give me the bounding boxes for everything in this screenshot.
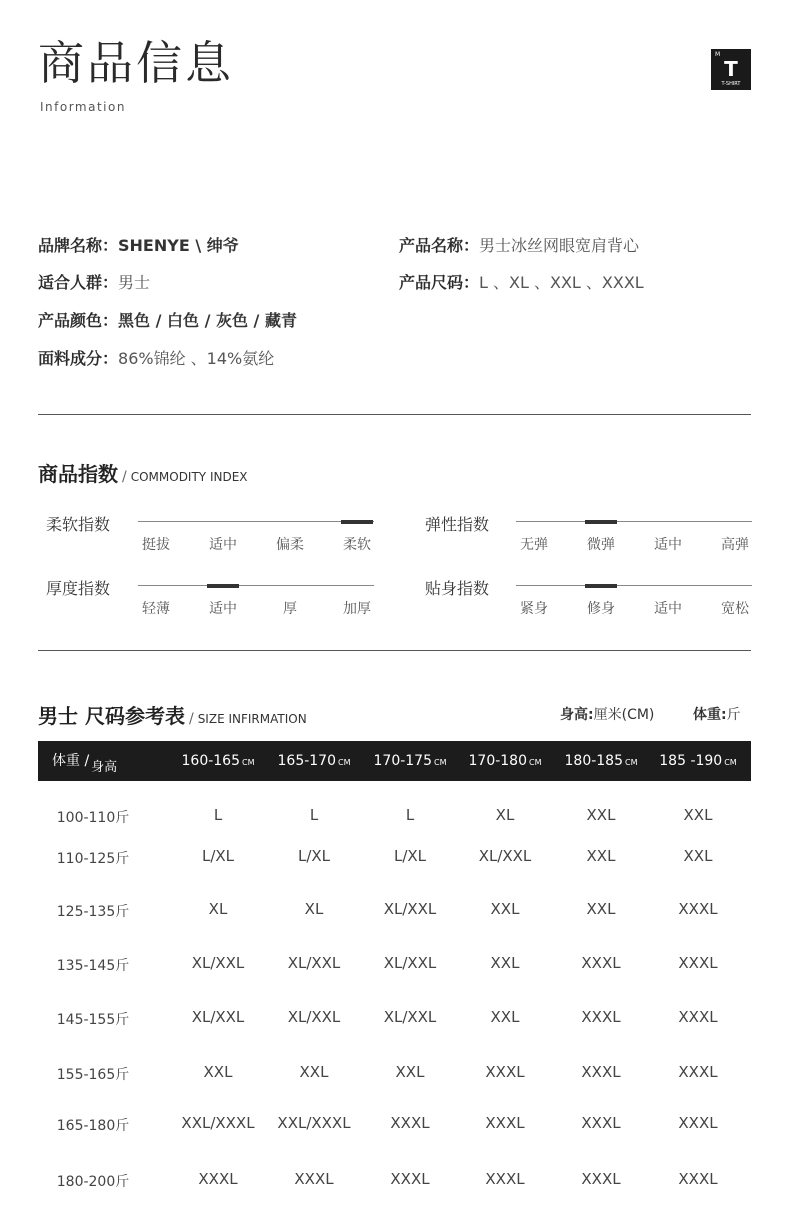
weight-unit-label: 体重: — [693, 707, 727, 723]
column-header-unit: CM — [529, 758, 542, 767]
brand-info — [38, 233, 239, 256]
size-cell: XXL — [490, 954, 520, 972]
size-info — [399, 270, 644, 293]
row-weight-label: 135-145斤 — [56, 958, 130, 974]
size-cell: L — [309, 806, 319, 824]
logo-main-letter: T — [724, 57, 738, 81]
column-header — [457, 741, 553, 781]
index-name: 柔软指数 — [46, 515, 111, 534]
index-option: 加厚 — [343, 601, 371, 617]
size-table-title-text: 男士 尺码参考表 — [38, 704, 185, 728]
weight-unit: 斤 — [726, 707, 741, 723]
height-unit: 厘米(CM) — [593, 707, 655, 723]
height-unit-label: 身高: — [560, 707, 594, 723]
size-table-header — [38, 741, 751, 781]
index-option: 适中 — [654, 537, 682, 553]
logo-top-letter: M — [715, 51, 721, 58]
weight-unit-note — [693, 704, 741, 724]
size-cell: L — [405, 806, 415, 824]
index-marker — [585, 584, 617, 588]
index-option: 宽松 — [721, 601, 749, 617]
size-label: 产品尺码： — [399, 273, 480, 292]
column-header-range: 160-165 — [181, 753, 240, 769]
column-header-unit: CM — [434, 758, 447, 767]
column-header — [553, 741, 649, 781]
column-header-unit: CM — [724, 758, 737, 767]
size-cell: XXXL — [390, 1114, 430, 1132]
size-cell: XXL — [683, 806, 713, 824]
column-header — [266, 741, 362, 781]
column-header-range: 180-185 — [564, 753, 623, 769]
size-value: L 、XL 、XXL 、XXXL — [479, 273, 644, 292]
column-header — [650, 741, 746, 781]
size-cell: XXXL — [581, 954, 621, 972]
row-weight-label: 165-180斤 — [56, 1118, 130, 1134]
size-cell: XXXL — [581, 1170, 621, 1188]
size-cell: XXL — [586, 847, 616, 865]
crowd-label: 适合人群： — [38, 273, 119, 292]
size-cell: XXL — [490, 1008, 520, 1026]
size-cell: XXXL — [294, 1170, 334, 1188]
product-label: 产品名称： — [399, 236, 480, 255]
row-weight-label: 180-200斤 — [56, 1174, 130, 1190]
size-cell: XXXL — [390, 1170, 430, 1188]
index-option: 挺拔 — [142, 537, 170, 553]
corner-slash: / — [84, 753, 90, 769]
size-cell: XXXL — [678, 1008, 718, 1026]
brand-label: 品牌名称： — [38, 236, 119, 255]
size-cell: XL/XXL — [191, 1008, 245, 1026]
size-cell: XL — [495, 806, 515, 824]
size-cell: XXL — [586, 900, 616, 918]
corner-weight: 体重 — [52, 753, 80, 769]
brand-value: SHENYE \ 绅爷 — [118, 236, 239, 255]
commodity-title-text: 商品指数 — [38, 462, 118, 486]
size-cell: XL/XXL — [383, 900, 437, 918]
index-option: 适中 — [209, 601, 237, 617]
crowd-value: 男士 — [118, 273, 151, 292]
tshirt-logo — [711, 49, 751, 90]
size-table-title-en: SIZE INFIRMATION — [197, 712, 307, 726]
size-cell: XL/XXL — [478, 847, 532, 865]
size-cell: XXL — [490, 900, 520, 918]
page-title: 商品信息 — [38, 36, 234, 90]
column-header — [362, 741, 458, 781]
column-header-range: 170-175 — [373, 753, 432, 769]
size-cell: XXXL — [678, 900, 718, 918]
index-option: 厚 — [283, 601, 297, 617]
size-cell: XL — [208, 900, 228, 918]
size-table-title — [38, 700, 307, 729]
index-track — [516, 585, 752, 586]
index-option: 紧身 — [520, 601, 548, 617]
size-cell: XXXL — [678, 1170, 718, 1188]
size-cell: XL/XXL — [287, 954, 341, 972]
size-cell: L/XL — [297, 847, 331, 865]
row-weight-label: 155-165斤 — [56, 1067, 130, 1083]
size-cell: XXL/XXXL — [181, 1114, 255, 1132]
page-subtitle: Information — [40, 100, 126, 114]
size-cell: XL/XXL — [383, 954, 437, 972]
size-cell: L/XL — [393, 847, 427, 865]
size-cell: L — [213, 806, 223, 824]
index-marker — [341, 520, 373, 524]
index-track — [138, 521, 374, 522]
size-cell: XXXL — [485, 1114, 525, 1132]
color-value: 黑色 / 白色 / 灰色 / 藏青 — [118, 311, 297, 330]
index-option: 柔软 — [343, 537, 371, 553]
size-cell: XXL — [683, 847, 713, 865]
size-cell: XXL/XXXL — [277, 1114, 351, 1132]
index-option: 高弹 — [721, 537, 749, 553]
size-cell: XXXL — [581, 1008, 621, 1026]
index-option: 修身 — [587, 601, 615, 617]
column-header-range: 185 -190 — [659, 753, 723, 769]
fabric-info — [38, 346, 274, 369]
column-header — [170, 741, 266, 781]
table-corner — [52, 750, 118, 775]
index-name: 贴身指数 — [425, 579, 490, 598]
column-header-range: 170-180 — [468, 753, 527, 769]
size-cell: XXXL — [678, 1063, 718, 1081]
product-info — [399, 233, 639, 256]
color-label: 产品颜色： — [38, 311, 119, 330]
size-cell: XL/XXL — [191, 954, 245, 972]
size-cell: XL — [304, 900, 324, 918]
index-marker — [207, 584, 239, 588]
column-header-unit: CM — [625, 758, 638, 767]
index-name: 弹性指数 — [425, 515, 490, 534]
column-header-unit: CM — [242, 758, 255, 767]
row-weight-label: 145-155斤 — [56, 1012, 130, 1028]
index-option: 偏柔 — [276, 537, 304, 553]
size-cell: XXXL — [198, 1170, 238, 1188]
crowd-info — [38, 270, 150, 293]
index-track — [138, 585, 374, 586]
size-cell: XXXL — [581, 1063, 621, 1081]
row-weight-label: 125-135斤 — [56, 904, 130, 920]
column-header-range: 165-170 — [277, 753, 336, 769]
index-option: 轻薄 — [142, 601, 170, 617]
size-cell: XL/XXL — [383, 1008, 437, 1026]
index-option: 适中 — [654, 601, 682, 617]
index-track — [516, 521, 752, 522]
size-cell: XL/XXL — [287, 1008, 341, 1026]
size-cell: XXXL — [485, 1170, 525, 1188]
row-weight-label: 100-110斤 — [56, 810, 130, 826]
logo-bottom-text: T-SHIRT — [721, 81, 741, 87]
commodity-title — [38, 458, 248, 487]
divider-middle — [38, 650, 751, 651]
size-cell: L/XL — [201, 847, 235, 865]
size-cell: XXL — [395, 1063, 425, 1081]
size-table-slash: / — [188, 711, 194, 727]
row-weight-label: 110-125斤 — [56, 851, 130, 867]
column-header-unit: CM — [338, 758, 351, 767]
size-cell: XXL — [586, 806, 616, 824]
corner-height: 身高 — [91, 760, 118, 775]
size-cell: XXXL — [678, 1114, 718, 1132]
fabric-label: 面料成分： — [38, 349, 119, 368]
index-option: 微弹 — [587, 537, 615, 553]
color-info — [38, 308, 297, 331]
size-cell: XXL — [299, 1063, 329, 1081]
index-marker — [585, 520, 617, 524]
commodity-slash: / — [122, 469, 127, 485]
size-cell: XXXL — [678, 954, 718, 972]
product-value: 男士冰丝网眼宽肩背心 — [479, 236, 640, 255]
height-unit-note — [560, 704, 654, 724]
index-option: 无弹 — [520, 537, 548, 553]
size-cell: XXXL — [485, 1063, 525, 1081]
fabric-value: 86%锦纶 、14%氨纶 — [118, 349, 275, 368]
index-name: 厚度指数 — [46, 579, 111, 598]
size-cell: XXL — [203, 1063, 233, 1081]
commodity-title-en: COMMODITY INDEX — [130, 470, 248, 484]
index-option: 适中 — [209, 537, 237, 553]
divider-top — [38, 414, 751, 415]
size-cell: XXXL — [581, 1114, 621, 1132]
